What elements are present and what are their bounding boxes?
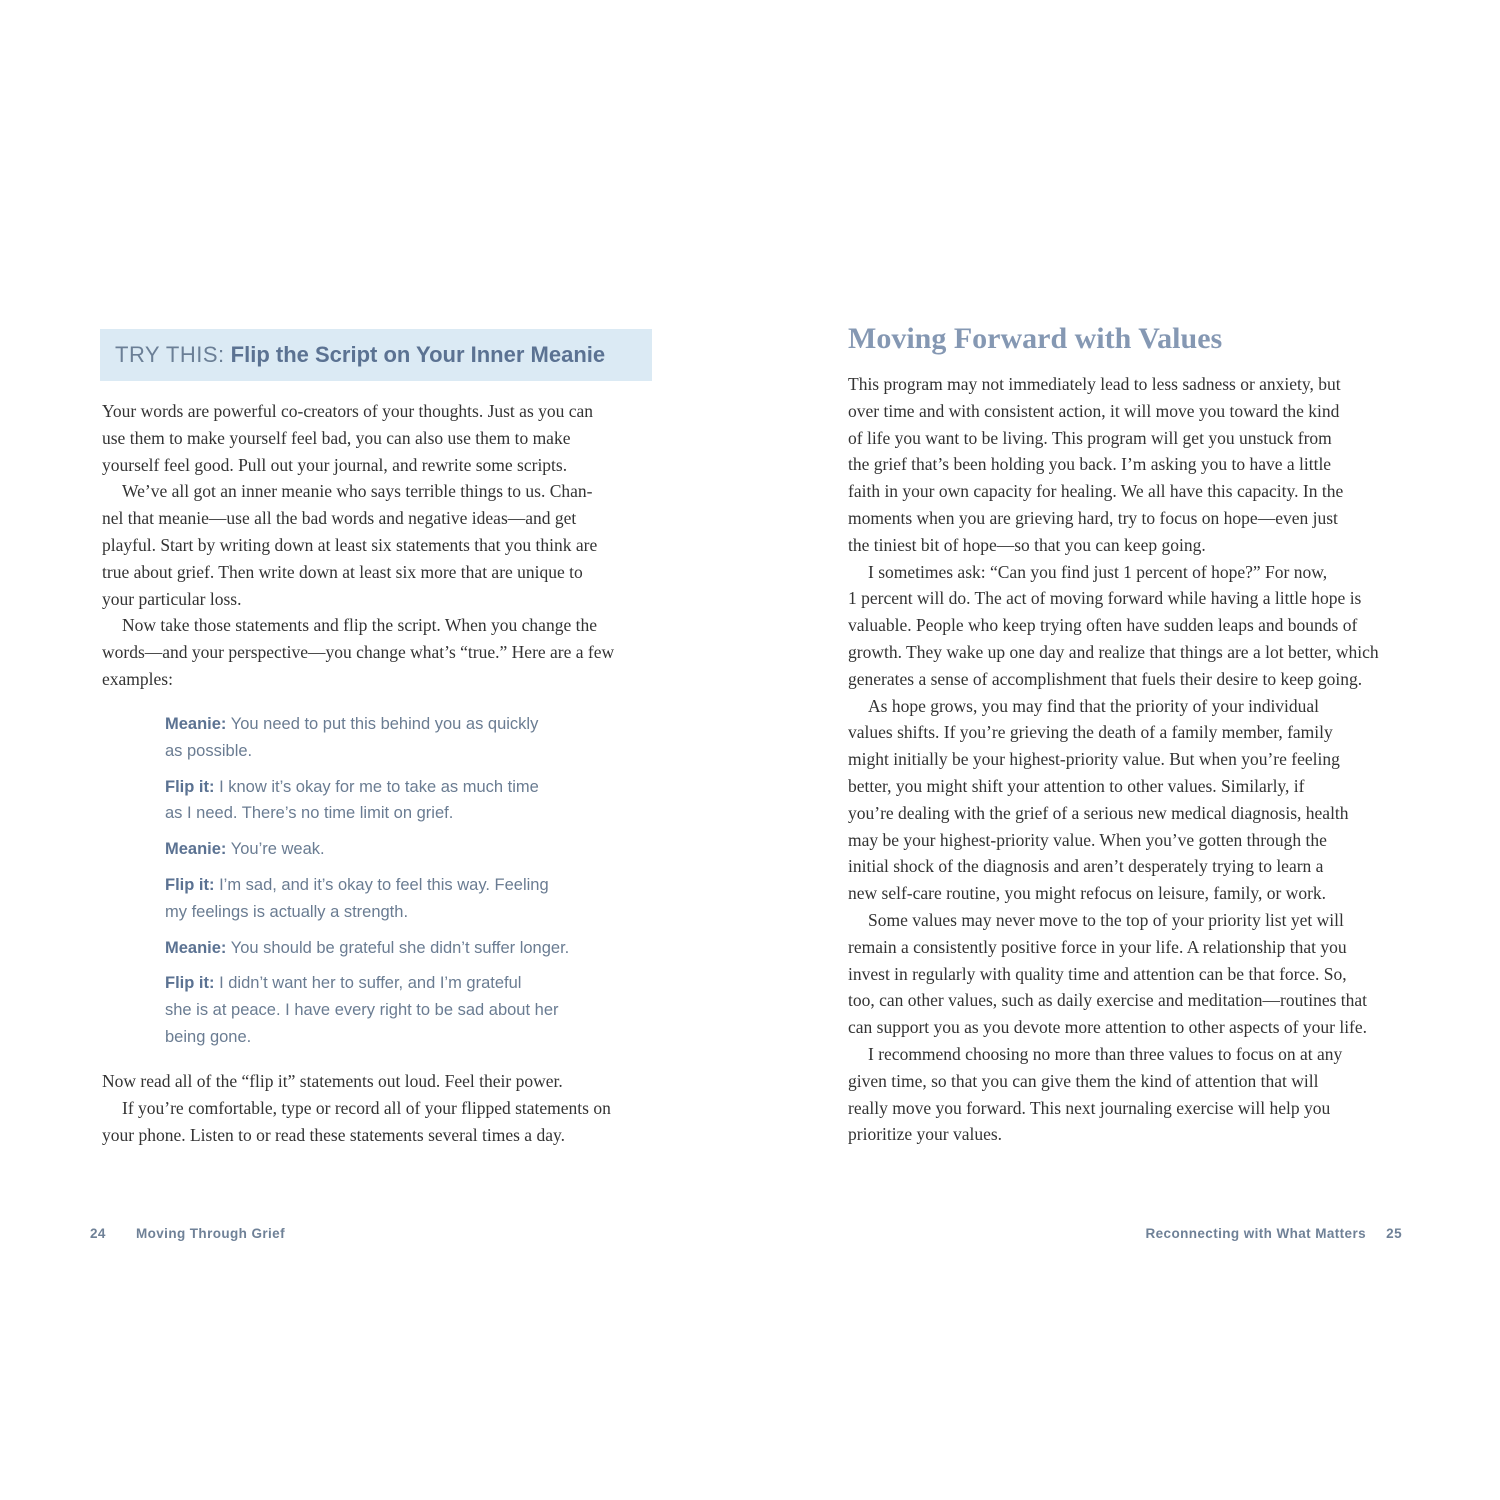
text-line: As hope grows, you may find that the priority of your individual	[868, 695, 1320, 716]
text-line: too, can other values, such as daily exercise and meditation—routines that	[848, 990, 1368, 1011]
text-line: valuable. People who keep trying often have sudden leaps and bounds of	[848, 615, 1358, 636]
text-line: We’ve all got an inner meanie who says terrible things to us. Chan-	[122, 481, 593, 502]
text-line: remain a consistently positive force in your life. A relationship that you	[848, 936, 1347, 957]
page-number: 25	[1386, 1226, 1402, 1241]
example-line	[165, 711, 625, 738]
text-line: of life you want to be living. This program will get you unstuck from	[848, 427, 1332, 448]
example-label: Meanie:	[165, 840, 227, 859]
example-item	[165, 774, 625, 828]
text-line: better, you might shift your attention to other values. Similarly, if	[848, 775, 1305, 796]
text-line: examples:	[102, 668, 173, 689]
left-page-footer	[90, 1226, 285, 1241]
example-text: I know it’s okay for me to take as much time	[219, 777, 539, 796]
text-line: values shifts. If you’re grieving the death of a family member, family	[848, 722, 1333, 743]
example-label: Meanie:	[165, 938, 227, 957]
example-label: Flip it:	[165, 777, 215, 796]
example-text: I’m sad, and it’s okay to feel this way. Feeling	[219, 875, 549, 894]
text-line: really move you forward. This next journaling exercise will help you	[848, 1097, 1331, 1118]
example-line	[165, 774, 625, 801]
text-line: I sometimes ask: “Can you find just 1 percent of hope?” For now,	[868, 561, 1328, 582]
example-label: Meanie:	[165, 715, 227, 733]
callout-title: Flip the Script on Your Inner Meanie	[230, 342, 606, 367]
example-line	[165, 935, 625, 962]
text-line: I recommend choosing no more than three values to focus on at any	[868, 1043, 1343, 1064]
text-line: over time and with consistent action, it will move you toward the kind	[848, 400, 1340, 421]
text-line: Now read all of the “flip it” statements out loud. Feel their power.	[102, 1071, 563, 1091]
example-label: Flip it:	[165, 974, 215, 993]
text-line: yourself feel good. Pull out your journal, and rewrite some scripts.	[102, 454, 568, 475]
example-item	[165, 711, 625, 765]
text-line: the tiniest bit of hope—so that you can keep going.	[848, 534, 1206, 555]
example-text: You should be grateful she didn’t suffer longer.	[230, 938, 570, 957]
example-text: You’re weak.	[230, 840, 325, 859]
example-text: she is at peace. I have every right to be sad about her	[165, 1001, 559, 1020]
text-line: your phone. Listen to or read these statements several times a day.	[102, 1124, 565, 1145]
example-line	[165, 836, 625, 863]
example-line	[165, 738, 625, 765]
section-heading: Moving Forward with Values	[848, 322, 1223, 355]
text-line: 1 percent will do. The act of moving forward while having a little hope is	[848, 588, 1362, 609]
try-this-callout	[100, 329, 652, 381]
running-title: Reconnecting with What Matters	[1145, 1226, 1367, 1241]
text-line: given time, so that you can give them the kind of attention that will	[848, 1070, 1319, 1091]
text-line: playful. Start by writing down at least six statements that you think are	[102, 534, 598, 555]
right-page-footer	[1146, 1226, 1403, 1241]
callout-label: TRY THIS:	[115, 342, 225, 367]
page-number: 24	[90, 1226, 106, 1241]
text-line: your particular loss.	[102, 588, 242, 609]
example-line	[165, 970, 625, 997]
text-line: growth. They wake up one day and realize that things are a lot better, which	[848, 641, 1379, 662]
example-text: I didn’t want her to suffer, and I’m grateful	[219, 974, 522, 993]
text-line: may be your highest-priority value. When you’ve gotten through the	[848, 829, 1327, 850]
text-line: use them to make yourself feel bad, you can also use them to make	[102, 427, 571, 448]
left-intro-text	[102, 398, 662, 693]
text-line: you’re dealing with the grief of a serious new medical diagnosis, health	[848, 802, 1349, 823]
example-item	[165, 970, 625, 1050]
text-line: might initially be your highest-priority value. But when you’re feeling	[848, 749, 1340, 770]
text-line: moments when you are grieving hard, try to focus on hope—even just	[848, 507, 1338, 528]
left-closing-text	[102, 1068, 662, 1148]
text-line: new self-care routine, you might refocus on leisure, family, or work.	[848, 883, 1327, 904]
example-item	[165, 872, 625, 926]
example-label: Flip it:	[165, 875, 215, 894]
text-line: Your words are powerful co-creators of your thoughts. Just as you can	[102, 401, 594, 421]
text-line: prioritize your values.	[848, 1124, 1003, 1145]
right-body-text	[848, 371, 1418, 1148]
text-line: faith in your own capacity for healing. We all have this capacity. In the	[848, 481, 1344, 502]
text-line: If you’re comfortable, type or record all of your flipped statements on	[122, 1097, 611, 1118]
example-text: You need to put this behind you as quickly	[230, 715, 539, 733]
text-line: generates a sense of accomplishment that fuels their desire to keep going.	[848, 668, 1363, 689]
example-line	[165, 899, 625, 926]
running-title: Moving Through Grief	[135, 1226, 285, 1241]
text-line: Now take those statements and flip the script. When you change the	[122, 615, 597, 636]
example-item	[165, 935, 625, 962]
text-line: the grief that’s been holding you back. I’m asking you to have a little	[848, 454, 1332, 475]
text-line: words—and your perspective—you change what’s “true.” Here are a few	[102, 642, 615, 663]
example-line	[165, 800, 625, 827]
example-line	[165, 997, 625, 1024]
example-line	[165, 872, 625, 899]
example-text: being gone.	[165, 1027, 252, 1046]
text-line: nel that meanie—use all the bad words and negative ideas—and get	[102, 508, 577, 529]
text-line: initial shock of the diagnosis and aren’t desperately trying to learn a	[848, 856, 1324, 877]
text-line: This program may not immediately lead to less sadness or anxiety, but	[848, 374, 1341, 394]
text-line: can support you as you devote more attention to other aspects of your life.	[848, 1017, 1368, 1038]
example-line	[165, 1024, 625, 1051]
example-item	[165, 836, 625, 863]
example-text: my feelings is actually a strength.	[165, 902, 409, 921]
text-line: true about grief. Then write down at least six more that are unique to	[102, 561, 583, 582]
example-text: as possible.	[165, 741, 253, 760]
examples-list	[165, 711, 625, 1060]
text-line: Some values may never move to the top of your priority list yet will	[868, 909, 1344, 930]
text-line: invest in regularly with quality time and attention can be that force. So,	[848, 963, 1347, 984]
example-text: as I need. There’s no time limit on grief.	[165, 804, 454, 823]
